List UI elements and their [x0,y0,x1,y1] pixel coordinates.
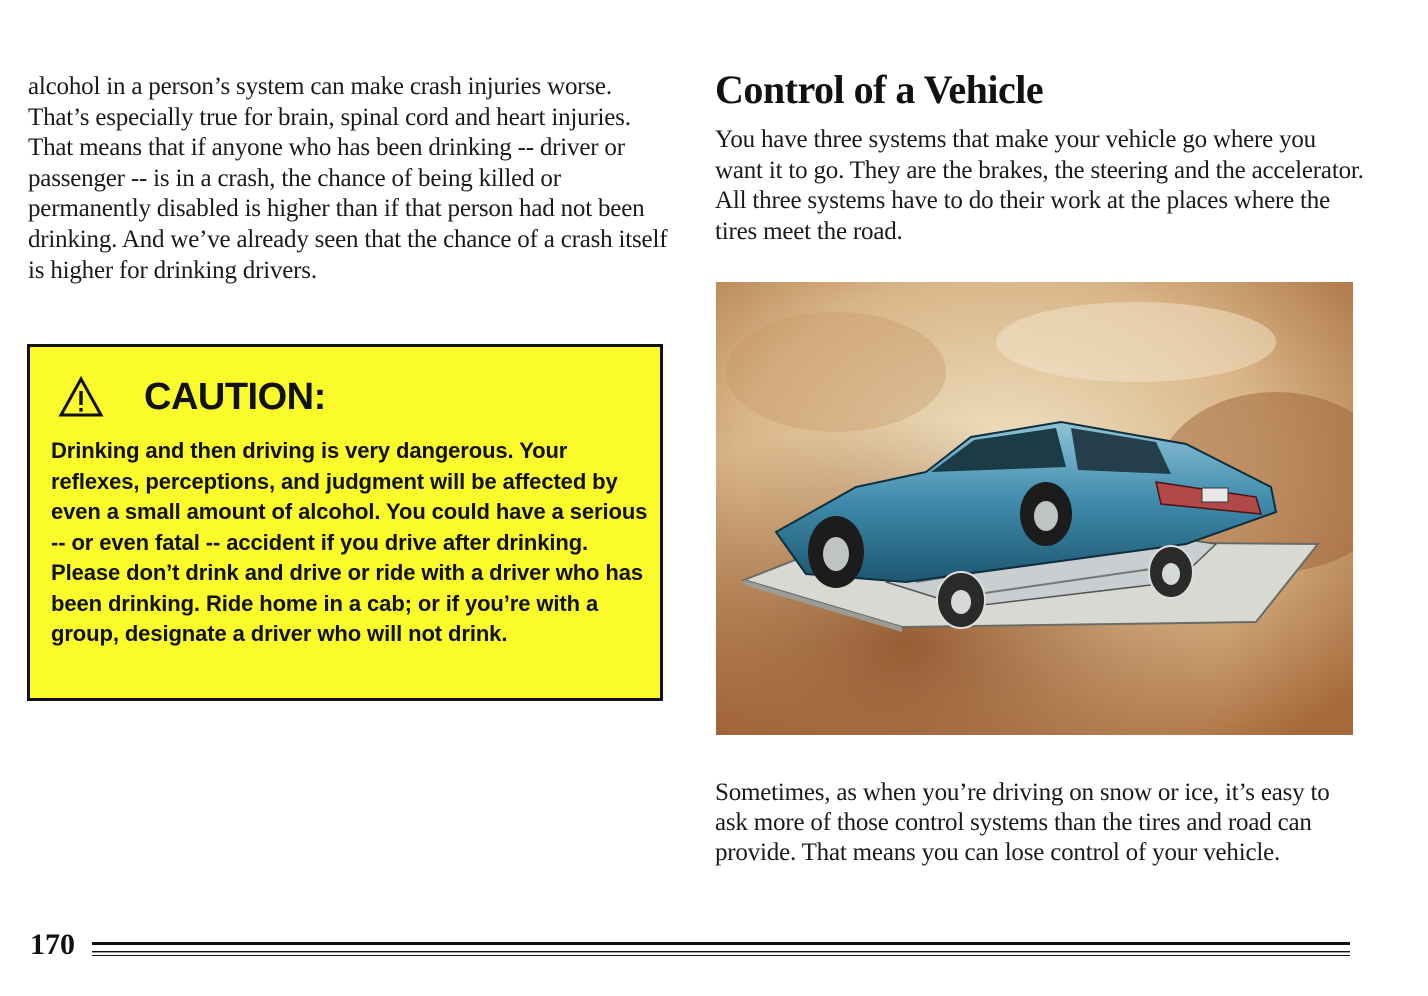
caution-box [27,344,663,701]
warning-triangle-icon [58,376,104,418]
section-heading: Control of a Vehicle [715,67,1044,112]
car-on-floating-road-illustration [716,282,1353,735]
bottom-paragraph: Sometimes, as when you’re driving on snow or ice, it’s easy to ask more of those control systems than the tires and road can provide. That means you can lose control of your vehicle. [715,779,1330,867]
caution-header [58,375,326,419]
intro-paragraph: You have three systems that make your vehicle go where you want it to go. They are the brakes, the steering and the accelerator. All three systems have to do their work at the places where the tires meet the road. [715,126,1364,245]
left-paragraph: alcohol in a person’s system can make crash injuries worse. That’s especially true for brain, spinal cord and heart injuries. That means that if anyone who has been drinking -- driver or passenger -- is in a crash, the chance of being killed or permanently disabled is higher than if that person had not been drinking. And we’ve already seen that the chance of a crash itself is higher for drinking drivers. [28,73,668,284]
left-column [28,72,668,286]
caution-title: CAUTION: [144,375,326,418]
page-number: 170 [30,928,75,961]
caution-body: Drinking and then driving is very dangerous. Your reflexes, perceptions, and judgment will be affected by even a small amount of alcohol. You could have a serious -- or even fatal -- accident if you drive after drinking. Please don’t drink and drive or ride with a driver who has been drinking. Ride home in a cab; or if you’re with a group, designate a driver who will not drink. [51,438,648,646]
footer-rule [92,939,1350,959]
